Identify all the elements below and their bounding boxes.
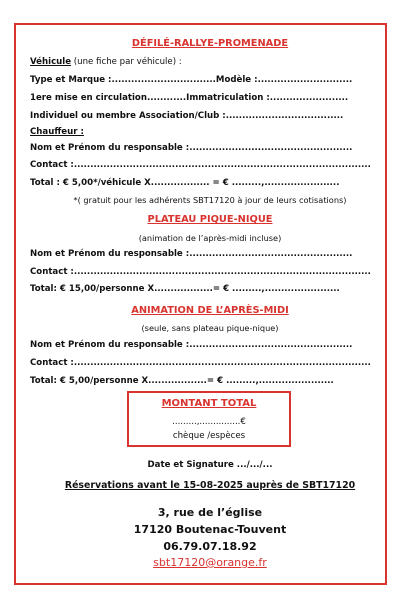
afternoon-responsible-field[interactable]: Nom et Prénom du responsable :.................................................. bbox=[30, 340, 353, 350]
afternoon-contact-field[interactable]: Contact :........................................................................................... bbox=[30, 358, 371, 368]
form-border bbox=[14, 23, 387, 585]
responsible-name-field[interactable]: Nom et Prénom du responsable :.................................................. bbox=[30, 143, 353, 153]
picnic-contact-field[interactable]: Contact :........................................................................................... bbox=[30, 267, 371, 277]
payment-methods: chèque /espèces bbox=[172, 431, 246, 441]
type-model-field[interactable]: Type et Marque :................................Modèle :............................. bbox=[30, 75, 353, 85]
picnic-total-field[interactable]: Total: € 15,00/personne X..................= € .........,....................... bbox=[30, 284, 340, 294]
total-title: MONTANT TOTAL bbox=[161, 398, 257, 409]
picnic-note: (animation de l’après-midi incluse) bbox=[138, 233, 282, 243]
section-title-afternoon: ANIMATION DE L’APRÈS-MIDI bbox=[131, 305, 289, 316]
vehicle-heading: Véhicule bbox=[30, 57, 72, 67]
section-title-defile: DÉFILÉ-RALLYE-PROMENADE bbox=[131, 38, 289, 49]
vehicle-heading-line bbox=[30, 57, 182, 68]
total-amount-box bbox=[127, 391, 291, 447]
section-title-picnic: PLATEAU PIQUE-NIQUE bbox=[147, 214, 273, 225]
reservation-deadline: Réservations avant le 15-08-2025 auprès de SBT17120 bbox=[64, 480, 356, 491]
vehicle-note: (une fiche par véhicule) : bbox=[71, 57, 182, 67]
address-street: 3, rue de l’église bbox=[157, 506, 263, 519]
afternoon-note: (seule, sans plateau pique-nique) bbox=[141, 323, 279, 333]
picnic-responsible-field[interactable]: Nom et Prénom du responsable :.................................................. bbox=[30, 249, 353, 259]
member-club-field[interactable]: Individuel ou membre Association/Club :.................................... bbox=[30, 111, 344, 121]
footnote: *( gratuit pour les adhérents SBT17120 à jour de leurs cotisations) bbox=[73, 195, 347, 205]
afternoon-total-field[interactable]: Total: € 5,00/personne X..................= € .........,....................... bbox=[30, 376, 334, 386]
circulation-registration-field[interactable]: 1ere mise en circulation............Immatriculation :........................ bbox=[30, 93, 349, 103]
address-city: 17120 Boutenac-Touvent bbox=[133, 523, 287, 536]
contact-field[interactable]: Contact :........................................................................................... bbox=[30, 160, 371, 170]
email-link[interactable]: sbt17120@orange.fr bbox=[153, 556, 267, 569]
phone-number: 06.79.07.18.92 bbox=[163, 540, 257, 553]
total-amount-field[interactable]: .........,...............€ bbox=[172, 417, 246, 427]
vehicle-total-field[interactable]: Total : € 5,00*/véhicule X.................. = € .........,....................... bbox=[30, 178, 340, 188]
driver-heading: Chauffeur : bbox=[30, 127, 84, 137]
date-signature-field[interactable]: Date et Signature .../.../... bbox=[147, 460, 273, 470]
